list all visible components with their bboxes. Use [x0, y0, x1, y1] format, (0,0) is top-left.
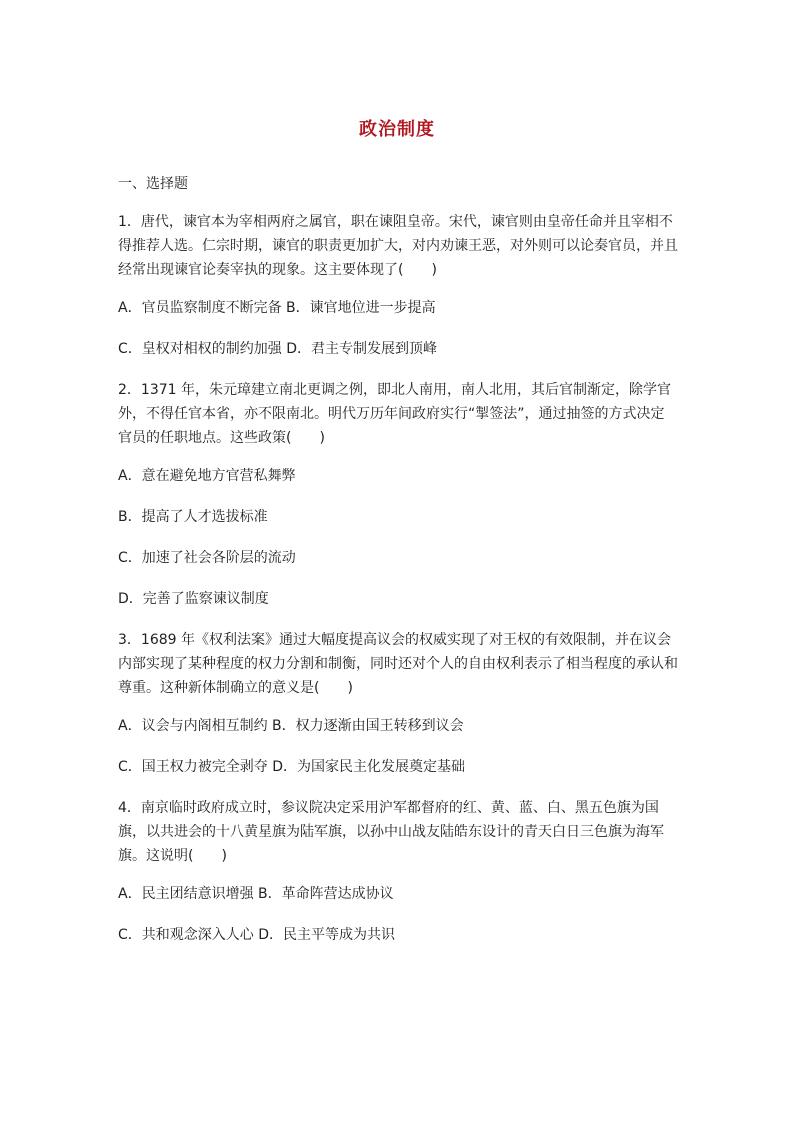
option-line: C．加速了社会各阶层的流动: [118, 550, 296, 566]
option-line: B．提高了人才选拔标准: [118, 509, 268, 525]
question-stem: 2．1371 年，朱元璋建立南北更调之例，即北人南用，南人北用，其后官制渐定，除学官外，不得任官本省，亦不限南北。明代万历年间政府实行“掣签法”，通过抽签的方式决定官员的任职地点。这些政策( ): [118, 382, 671, 446]
question-stem: 1．唐代，谏官本为宰相两府之属官，职在谏阻皇帝。宋代，谏官则由皇帝任命并且宰相不得推荐人选。仁宗时期，谏官的职责更加扩大，对内劝谏王恶，对外则可以论奏官员，并且经常出现谏官论奏宰执的现象。这主要体现了( ): [118, 214, 678, 278]
option-line: A．议会与内阁相互制约 B．权力逐渐由国王转移到议会: [118, 718, 464, 734]
question-4: [118, 796, 678, 947]
option-line: A．意在避免地方官营私舞弊: [118, 468, 296, 484]
question-2: [118, 378, 678, 611]
document-body: [118, 172, 678, 964]
question-1: [118, 210, 678, 361]
page-title: 政治制度: [359, 119, 435, 140]
question-stem: 4．南京临时政府成立时，参议院决定采用沪军都督府的红、黄、蓝、白、黑五色旗为国旗，以共进会的十八黄星旗为陆军旗，以孙中山战友陆皓东设计的青天白日三色旗为海军旗。这说明( ): [118, 800, 664, 864]
option-line: A．民主团结意识增强 B．革命阵营达成协议: [118, 886, 394, 902]
question-stem: 3．1689 年《权利法案》通过大幅度提高议会的权威实现了对王权的有效限制，并在议会内部实现了某种程度的权力分割和制衡，同时还对个人的自由权利表示了相当程度的承认和尊重。这种新体制确立的意义是( ): [118, 632, 678, 696]
option-line: A．官员监察制度不断完备 B．谏官地位进一步提高: [118, 300, 436, 316]
section-heading: 一、选择题: [118, 176, 188, 192]
option-line: C．国王权力被完全剥夺 D．为国家民主化发展奠定基础: [118, 759, 466, 775]
option-line: D．完善了监察谏议制度: [118, 591, 269, 607]
question-3: [118, 628, 678, 779]
option-line: C．共和观念深入人心 D．民主平等成为共识: [118, 927, 396, 943]
option-line: C．皇权对相权的制约加强 D．君主专制发展到顶峰: [118, 341, 438, 357]
